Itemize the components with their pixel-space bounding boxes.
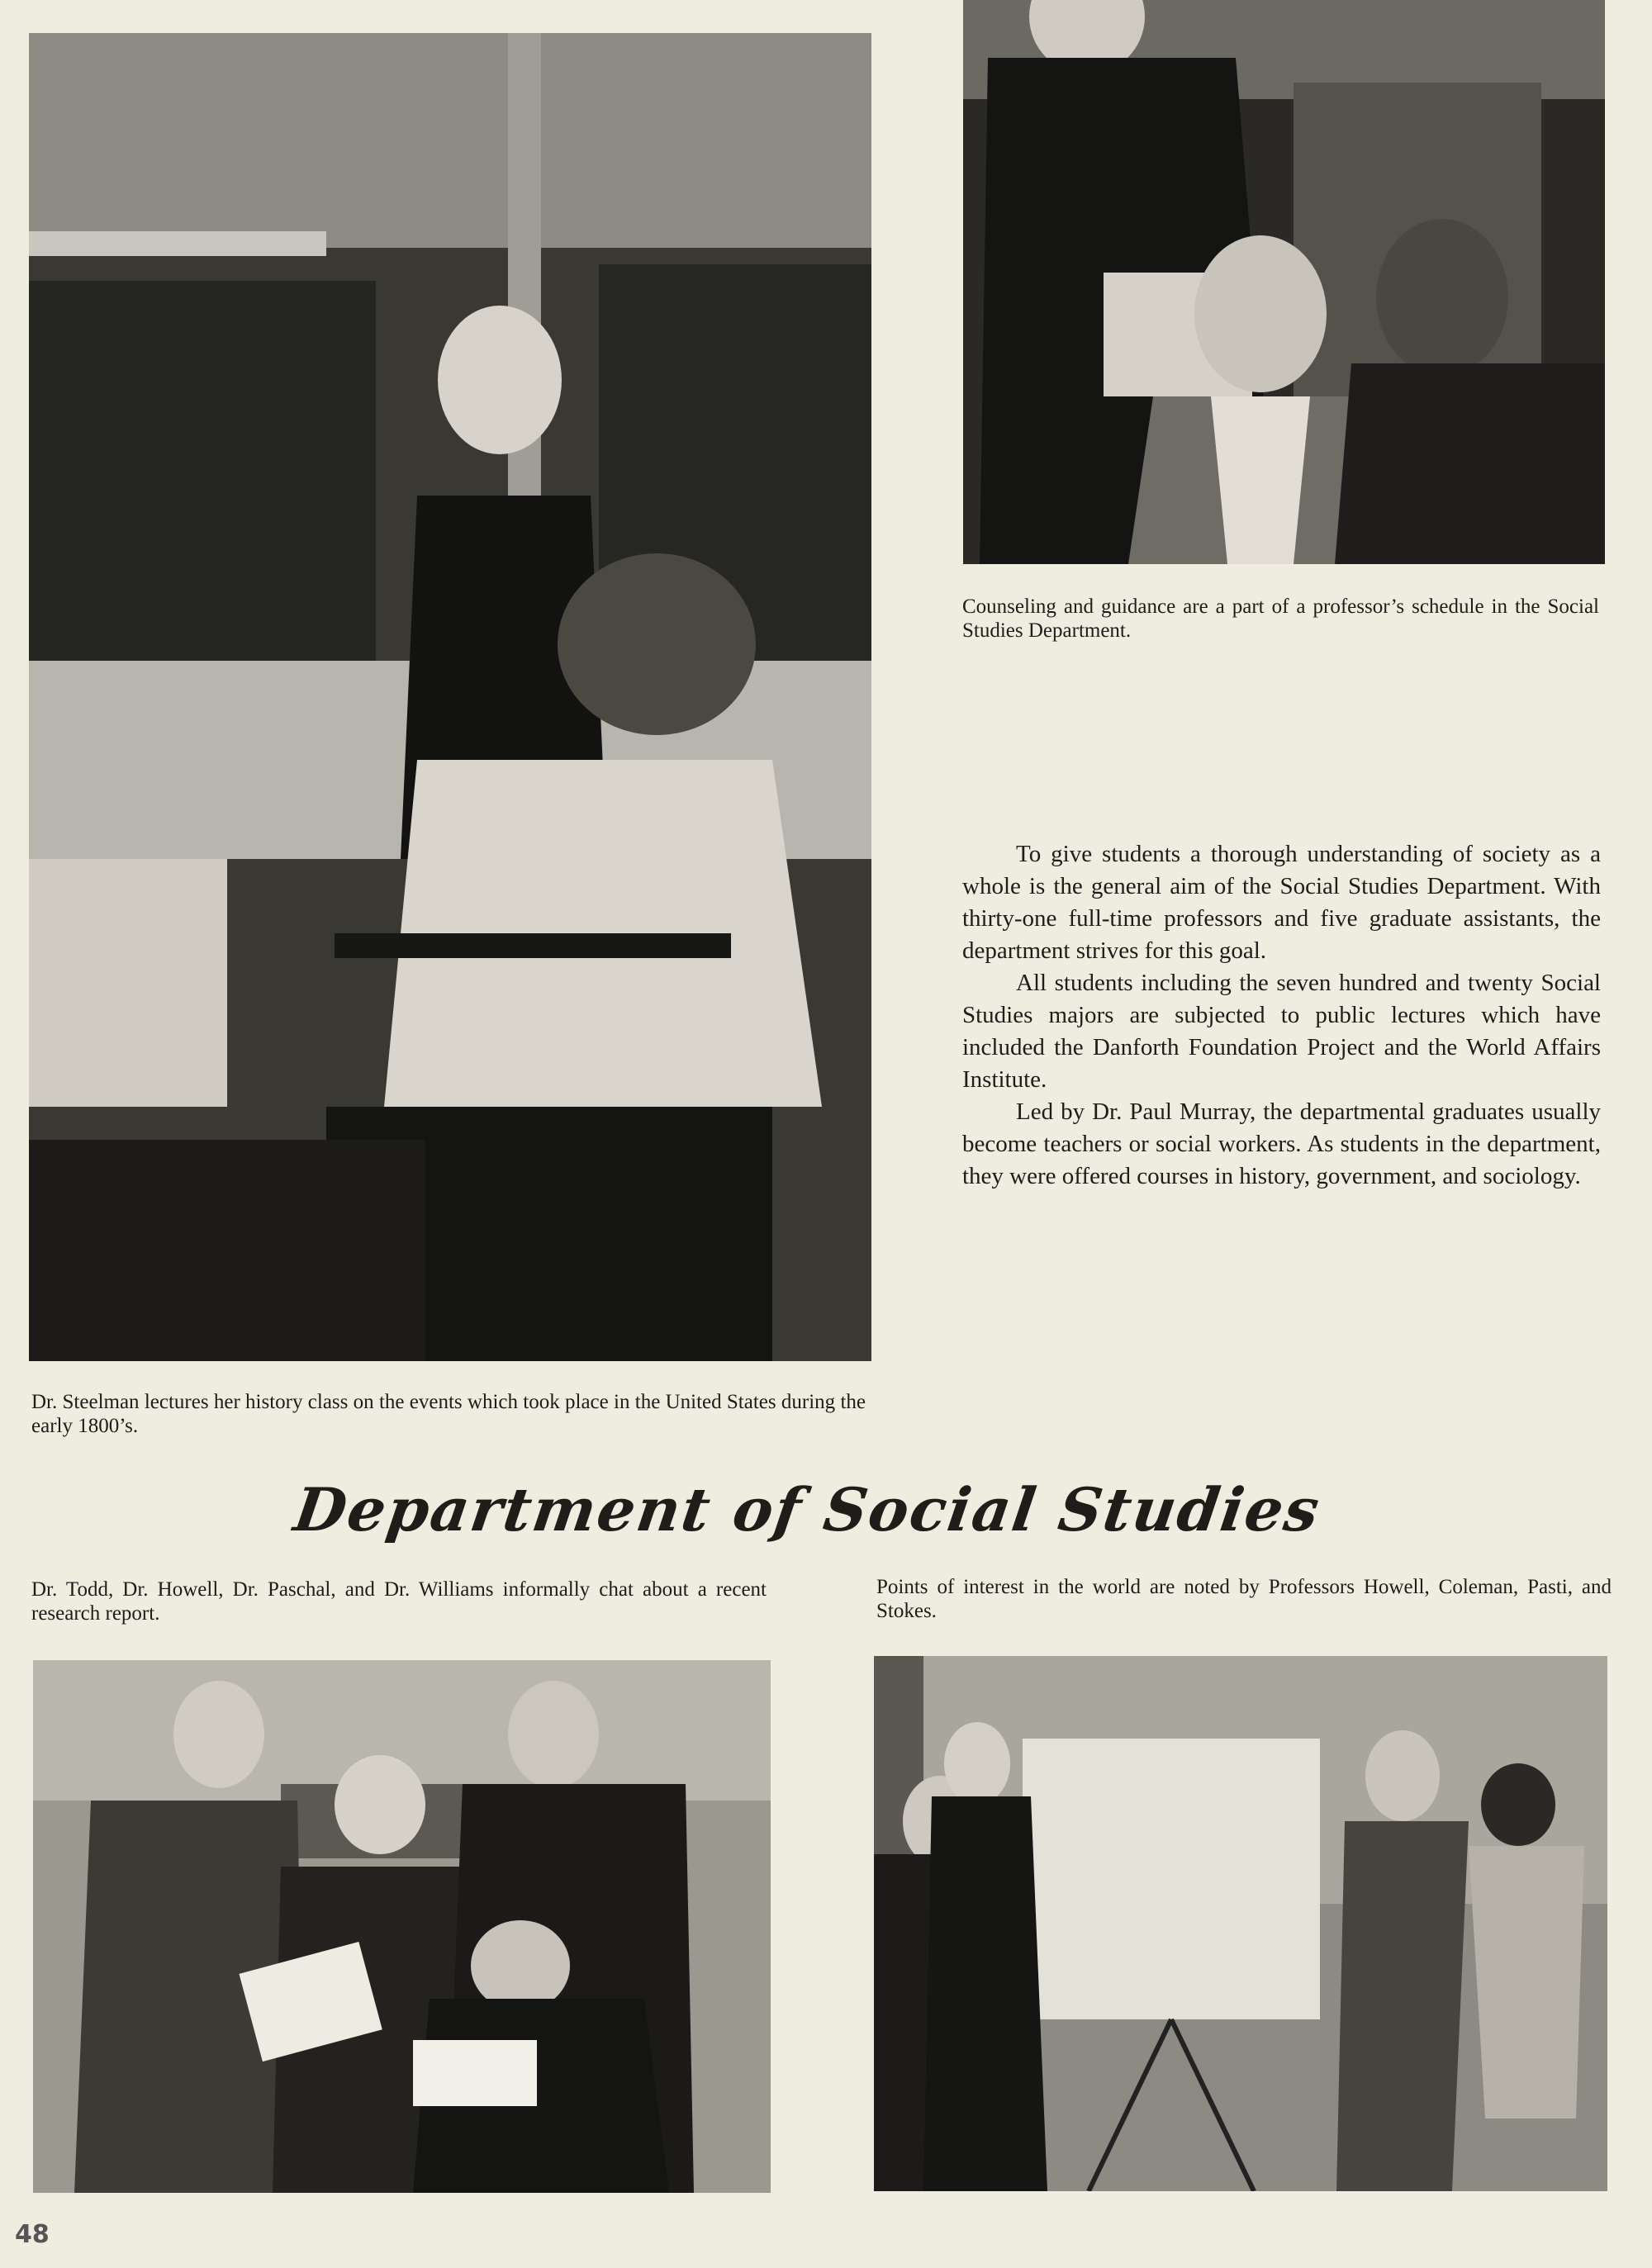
map-photo (874, 1656, 1607, 2191)
counseling-caption: Counseling and guidance are a part of a professor’s schedule in the Social Studies Department. (962, 595, 1599, 642)
article-paragraph: All students including the seven hundred and twenty Social Studies majors are subjected to public lectures which have included the Danforth Foundation Project and the World Affairs Institute. (962, 970, 1601, 1093)
page-number: 48 (15, 2220, 50, 2249)
article-text (962, 838, 1601, 1193)
page-title: Department of Social Studies (289, 1474, 1326, 1544)
article-paragraph: Led by Dr. Paul Murray, the departmental graduates usually become teachers or social workers. As students in the department, they were offered courses in history, government, and sociology. (962, 1098, 1601, 1189)
classroom-photo (29, 33, 871, 1361)
classroom-caption: Dr. Steelman lectures her history class on the events which took place in the United States during the early 1800’s. (31, 1391, 866, 1437)
chat-caption: Dr. Todd, Dr. Howell, Dr. Paschal, and Dr. Williams informally chat about a recent research report. (31, 1578, 767, 1625)
map-caption: Points of interest in the world are noted by Professors Howell, Coleman, Pasti, and Stokes. (876, 1576, 1612, 1622)
chat-photo (33, 1660, 771, 2193)
article-paragraph: To give students a thorough understanding of society as a whole is the general aim of the Social Studies Department. With thirty-one full-time professors and five graduate assistants, the department strives for this goal. (962, 841, 1601, 964)
counseling-photo (963, 0, 1605, 564)
